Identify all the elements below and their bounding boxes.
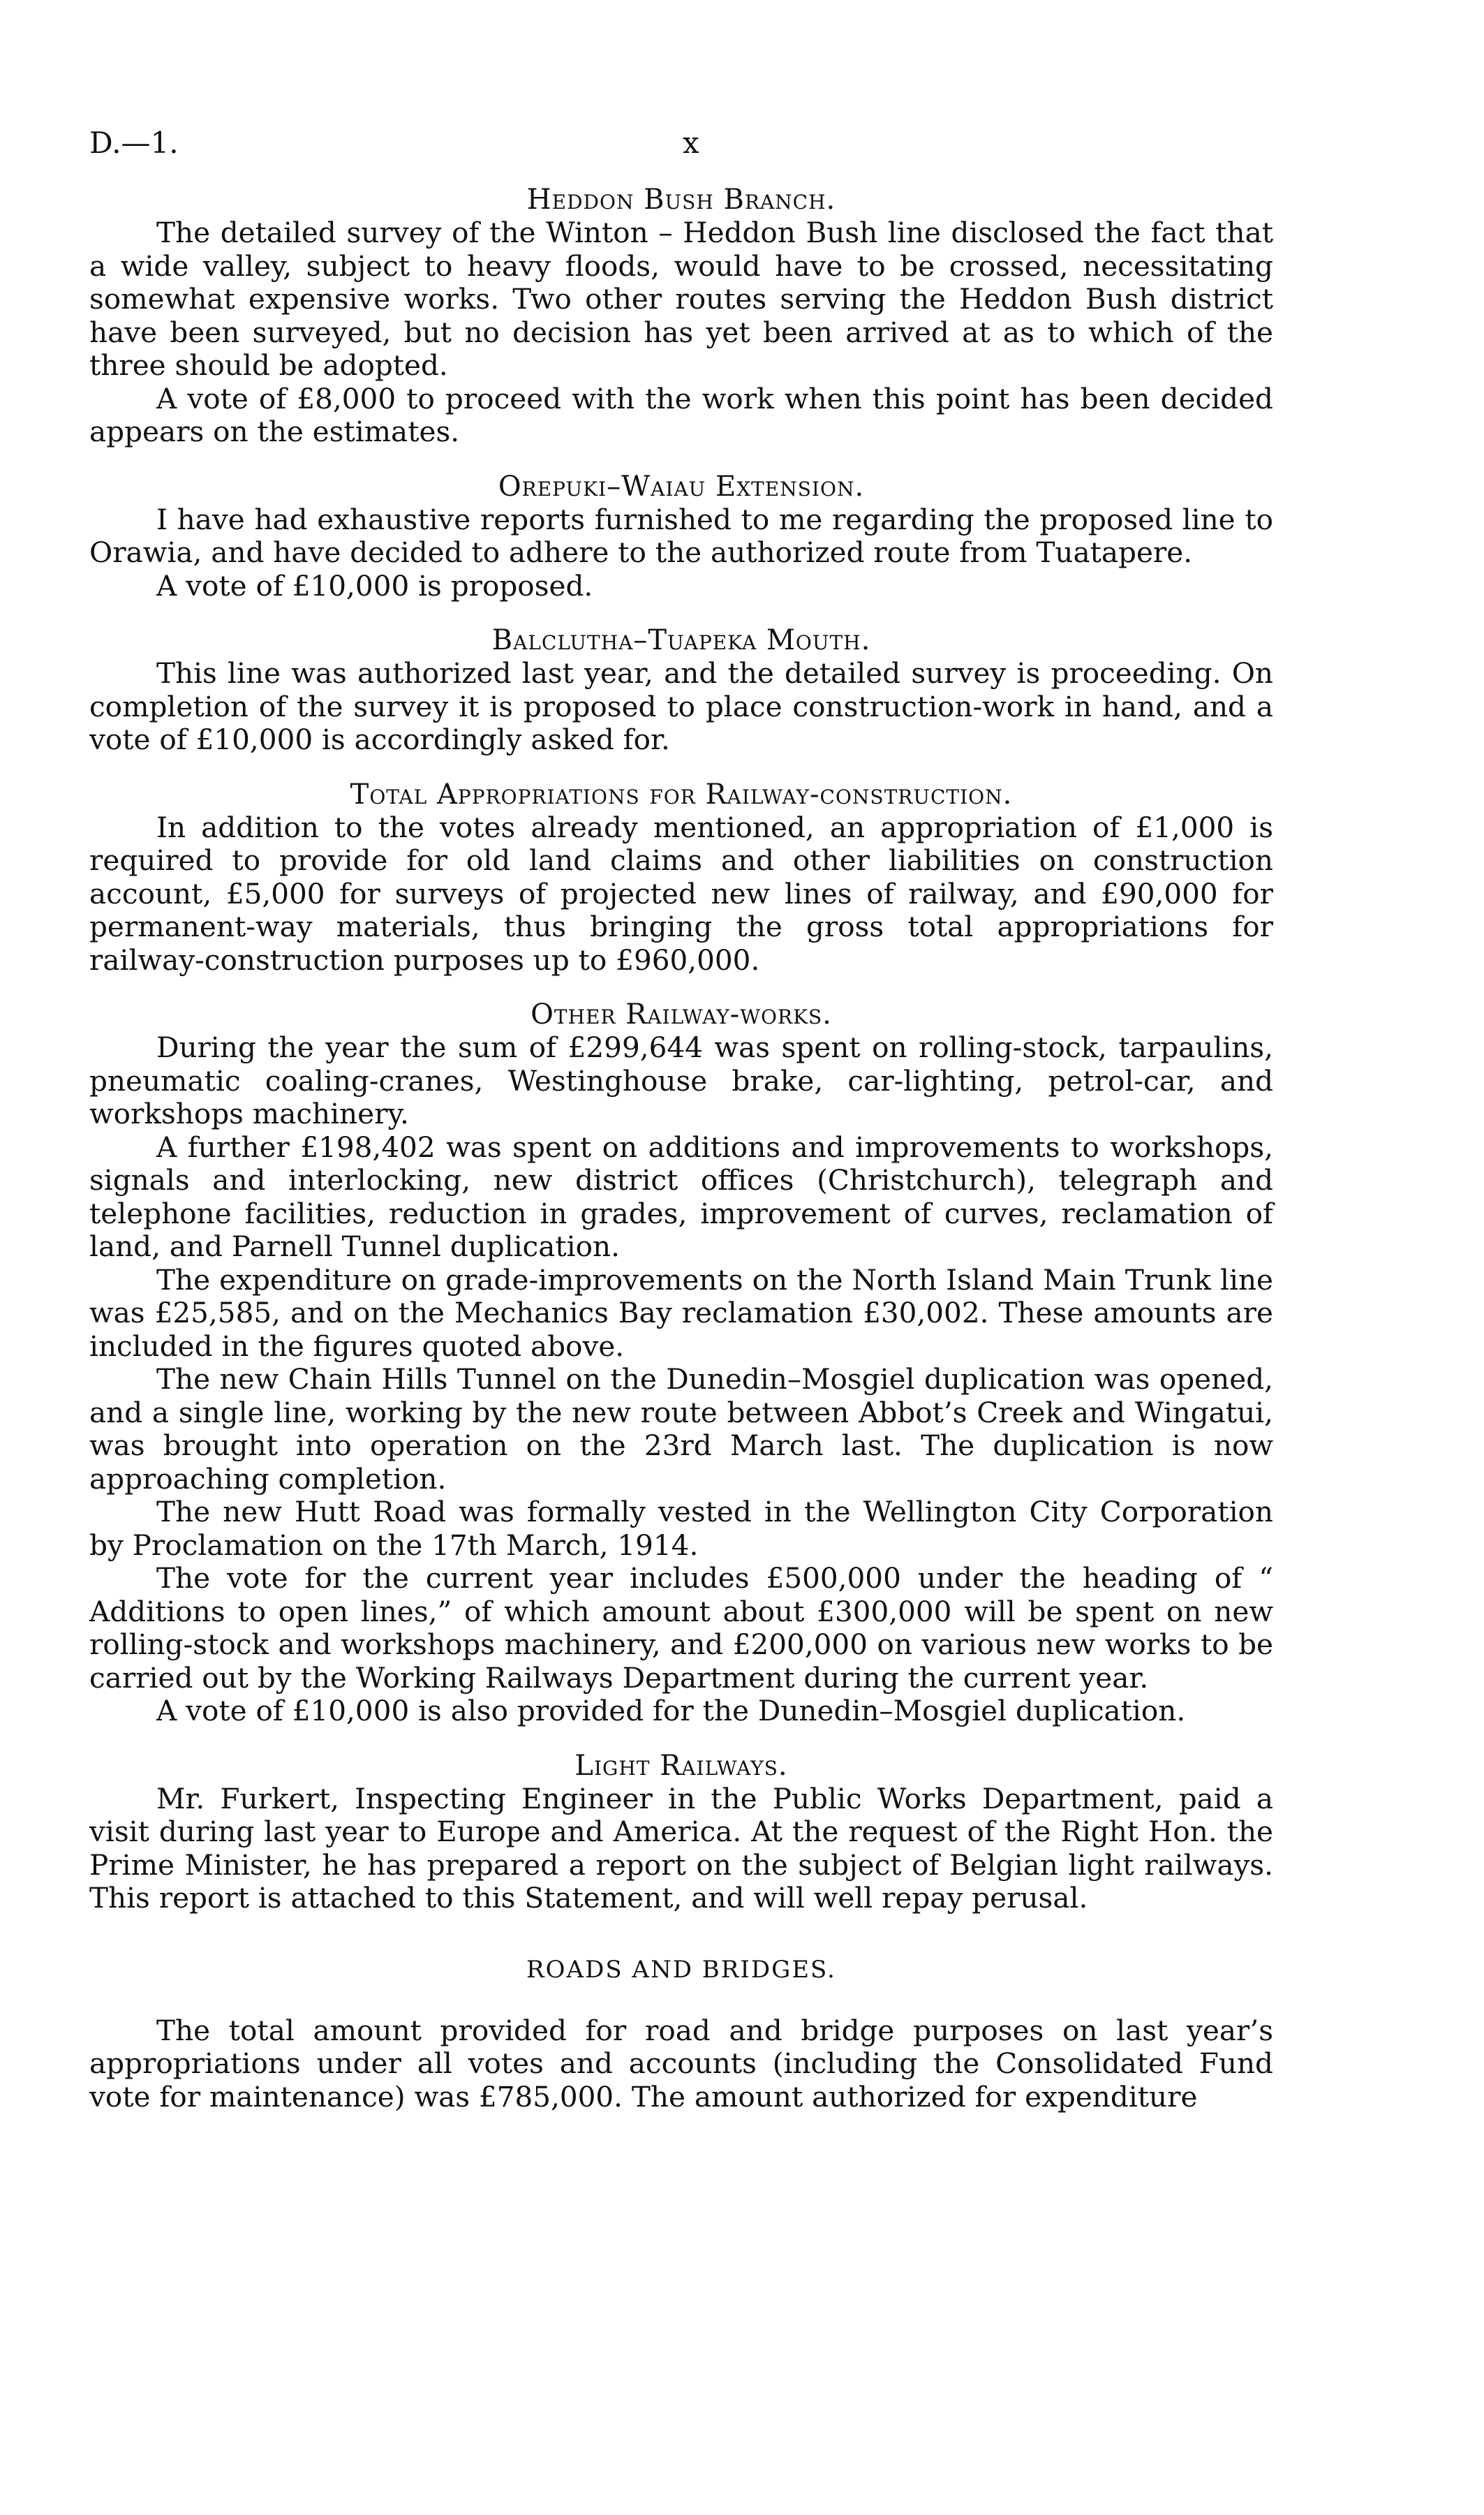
major-heading: ROADS AND BRIDGES.	[526, 1955, 836, 1984]
paragraph: In addition to the votes already mentioned, an appropriation of £1,000 is required to provide for old land claims and other liabilities on construction account, £5,000 for surveys of projected new lines of railway, and £90,000 for permanent-way materials, thus bringing the gross total appropriations for railway-construction purposes up to £960,000.	[89, 810, 1273, 977]
section-other-railway-works	[89, 998, 1273, 1728]
section-roads-and-bridges	[89, 1953, 1273, 2114]
paragraph: The new Chain Hills Tunnel on the Dunedin–Mosgiel duplication was opened, and a single line, working by the new route between Abbot’s Creek and Wingatui, was brought into operation on the 23rd March last. The duplication is now approaching completion.	[89, 1362, 1273, 1496]
page-number: x	[683, 126, 699, 160]
section-orepuki-waiau-extension	[89, 470, 1273, 603]
section-heading: Total Appropriations for Railway-construction.	[350, 778, 1013, 811]
paragraph: Mr. Furkert, Inspecting Engineer in the Public Works Department, paid a visit during last year to Europe and America. At the request of the Right Hon. the Prime Minister, he has prepared a report on the subject of Belgian light railways. This report is attached to this Statement, and will well repay perusal.	[89, 1781, 1273, 1915]
paragraph: The expenditure on grade-improvements on the North Island Main Trunk line was £25,585, and on the Mechanics Bay reclamation £30,002. These amounts are included in the figures quoted above.	[89, 1262, 1273, 1363]
section-heading: Other Railway-works.	[530, 998, 832, 1031]
paragraph: A vote of £10,000 is proposed.	[156, 568, 593, 603]
paragraph: I have had exhaustive reports furnished to me regarding the proposed line to Orawia, and have decided to adhere to the authorized route from Tuatapere.	[89, 502, 1273, 569]
paragraph: The vote for the current year includes £500,000 under the heading of “ Additions to open lines,” of which amount about £300,000 will be spent on new rolling-stock and workshops machinery, and £200,000 on various new works to be carried out by the Working Railways Department during the current year.	[89, 1561, 1273, 1695]
paragraph: The total amount provided for road and bridge purposes on last year’s appropriations under all votes and accounts (including the Consolidated Fund vote for maintenance) was £785,000. The amount authorized for expenditure	[89, 2013, 1273, 2114]
section-heading: Light Railways.	[574, 1749, 788, 1782]
section-balclutha-tuapeka-mouth	[89, 624, 1273, 757]
paragraph: This line was authorized last year, and the detailed survey is proceeding. On completion of the survey it is proposed to place construction-work in hand, and a vote of £10,000 is accordingly asked for.	[89, 656, 1273, 756]
document-reference: D.—1.	[89, 126, 179, 160]
paragraph: The detailed survey of the Winton – Heddon Bush line disclosed the fact that a wide valley, subject to heavy floods, would have to be crossed, necessitating somewhat expensive works. Two other routes serving the Heddon Bush district have been surveyed, but no decision has yet been arrived at as to which of the three should be adopted.	[89, 216, 1273, 382]
section-light-railways	[89, 1749, 1273, 1915]
paragraph: A further £198,402 was spent on additions and improvements to workshops, signals and interlocking, new district offices (Christchurch), telegraph and telephone facilities, reduction in grades, improvement of curves, reclamation of land, and Parnell Tunnel duplication.	[89, 1130, 1273, 1263]
section-heading: Orepuki–Waiau Extension.	[498, 470, 865, 503]
section-heading: Heddon Bush Branch.	[526, 184, 836, 216]
paragraph: A vote of £10,000 is also provided for the Dunedin–Mosgiel duplication.	[156, 1694, 1186, 1727]
section-heading: Balclutha–Tuapeka Mouth.	[491, 624, 871, 656]
section-total-appropriations	[89, 778, 1273, 978]
paragraph: A vote of £8,000 to proceed with the work when this point has been decided appears on the estimates.	[89, 381, 1273, 448]
paragraph: The new Hutt Road was formally vested in the Wellington City Corporation by Proclamation on the 17th March, 1914.	[89, 1495, 1273, 1562]
paragraph: During the year the sum of £299,644 was spent on rolling-stock, tarpaulins, pneumatic coaling-cranes, Westinghouse brake, car-lighting, petrol-car, and workshops machinery.	[89, 1031, 1273, 1130]
document-body	[89, 183, 1273, 2114]
section-heddon-bush-branch	[89, 183, 1273, 449]
